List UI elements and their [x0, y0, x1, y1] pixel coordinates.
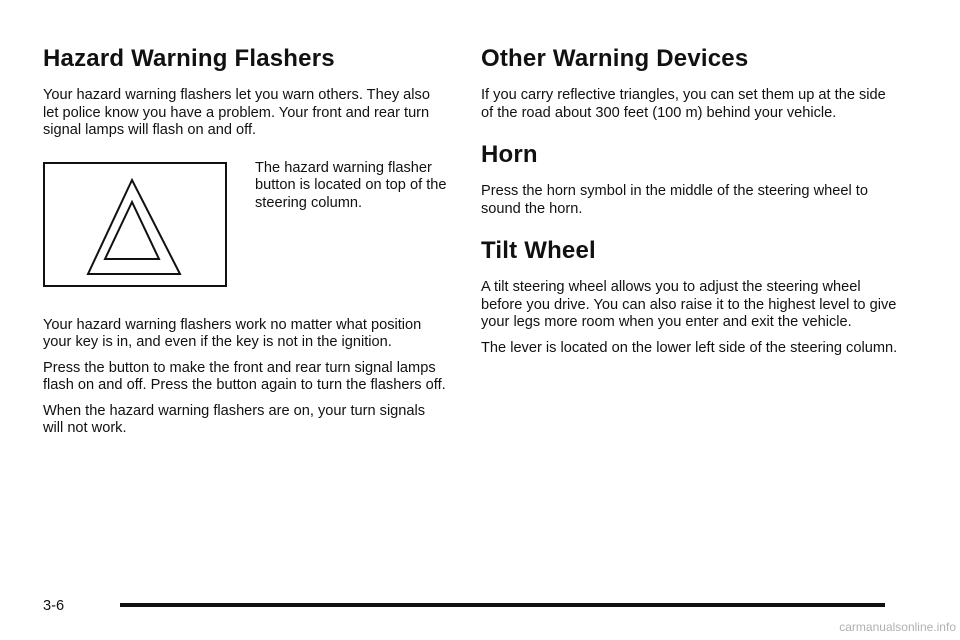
hazard-heading: Hazard Warning Flashers [43, 45, 335, 72]
tilt-wheel-section [481, 236, 901, 357]
other-warning-paragraph: If you carry reflective triangles, you can set them up at the side of the road about 300 feet (100 m) behind your vehicle. [481, 87, 886, 121]
tilt-wheel-paragraph-1: A tilt steering wheel allows you to adjust the steering wheel before you drive. You can also raise it to the highest level to give your legs more room when you enter and exit the vehicle. [481, 279, 897, 330]
tilt-wheel-heading: Tilt Wheel [481, 237, 596, 264]
hazard-symbol-box [43, 162, 227, 287]
horn-section [481, 140, 901, 218]
hazard-triangle-icon [45, 164, 229, 289]
figure-caption: The hazard warning flasher button is located on top of the steering column. [255, 159, 447, 211]
horn-heading: Horn [481, 141, 538, 168]
other-warning-heading: Other Warning Devices [481, 45, 749, 72]
right-column [481, 44, 901, 365]
hazard-paragraph-2: Your hazard warning flashers work no matter what position your key is in, and even if the key is not in the ignition. [43, 316, 422, 350]
page-number: 3-6 [43, 598, 65, 614]
footer-rule [120, 603, 885, 607]
horn-paragraph: Press the horn symbol in the middle of the steering wheel to sound the horn. [481, 183, 868, 217]
hazard-paragraph-3: Press the button to make the front and rear turn signal lamps flash on and off. Press the button again to turn the flashers off. [43, 359, 446, 393]
watermark: carmanualsonline.info [839, 620, 956, 634]
left-column [43, 44, 448, 446]
tilt-wheel-paragraph-2: The lever is located on the lower left side of the steering column. [481, 339, 898, 356]
hazard-figure [43, 160, 448, 295]
hazard-intro-paragraph: Your hazard warning flashers let you warn others. They also let police know you have a problem. Your front and rear turn signal lamps will flash on and off. [43, 87, 430, 138]
hazard-paragraph-4: When the hazard warning flashers are on, your turn signals will not work. [43, 402, 426, 436]
